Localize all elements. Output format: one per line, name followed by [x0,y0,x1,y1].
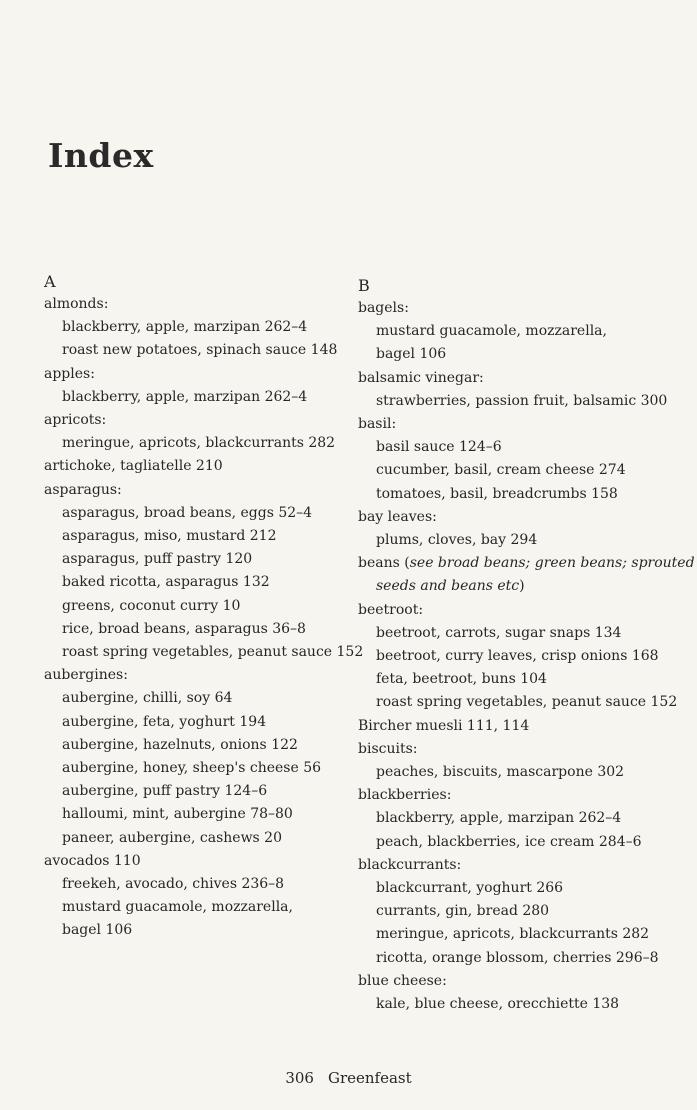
index-subentry: kale, blue cheese, orecchiette 138 [376,996,620,1013]
index-subentry: mustard guacamole, mozzarella, [62,899,293,916]
index-heading: Bircher muesli 111, 114 [358,717,530,734]
index-subentry: meringue, apricots, blackcurrants 282 [376,926,650,943]
index-heading: basil: [358,416,397,433]
index-subentry: roast new potatoes, spinach sauce 148 [62,342,338,359]
index-heading: beetroot: [358,601,424,618]
index-subentry: peach, blackberries, ice cream 284–6 [376,833,642,850]
index-subentry: beetroot, curry leaves, crisp onions 168 [376,648,659,665]
beans-close-paren: ) [519,578,525,595]
index-subentry: halloumi, mint, aubergine 78–80 [62,806,293,823]
index-subentry: blackberry, apple, marzipan 262–4 [62,388,308,405]
index-subentry: asparagus, broad beans, eggs 52–4 [62,504,313,521]
index-subentry: roast spring vegetables, peanut sauce 152 [62,644,364,661]
index-subentry: roast spring vegetables, peanut sauce 152 [376,694,678,711]
running-footer-title: Greenfeast [327,1069,412,1087]
index-subentry: ricotta, orange blossom, cherries 296–8 [376,949,659,966]
index-subentry: basil sauce 124–6 [376,439,502,456]
index-heading: aubergines: [44,667,128,684]
index-subentry: paneer, aubergine, cashews 20 [62,829,283,846]
index-heading: blackcurrants: [358,856,462,873]
index-subentry: bagel 106 [376,346,447,363]
index-subentry: aubergine, hazelnuts, onions 122 [62,736,298,753]
index-heading: almonds: [44,296,109,312]
index-column-a [44,270,364,943]
index-subentry: strawberries, passion fruit, balsamic 300 [376,392,668,409]
index-subentry: baked ricotta, asparagus 132 [62,574,270,591]
index-subentry: rice, broad beans, asparagus 36–8 [62,620,306,637]
index-subentry: mustard guacamole, mozzarella, [376,323,607,340]
index-subentry: aubergine, honey, sheep's cheese 56 [62,760,322,777]
index-subentry: tomatoes, basil, breadcrumbs 158 [376,485,618,502]
index-heading: blue cheese: [358,972,447,989]
index-subentry: greens, coconut curry 10 [62,597,241,614]
index-subentry: asparagus, puff pastry 120 [62,551,253,568]
beans-cross-reference-continued: seeds and beans etc [376,578,520,595]
index-heading: bay leaves: [358,508,437,525]
page-footer [0,1068,697,1088]
index-subentry: aubergine, puff pastry 124–6 [62,783,268,800]
index-subentry: peaches, biscuits, mascarpone 302 [376,764,625,781]
index-heading: balsamic vinegar: [358,369,484,386]
index-subentry: blackberry, apple, marzipan 262–4 [62,319,308,336]
index-subentry: beetroot, carrots, sugar snaps 134 [376,624,622,641]
index-subentry: plums, cloves, bay 294 [376,532,538,549]
index-subentry: freekeh, avocado, chives 236–8 [62,876,285,893]
page-number: 306 [285,1069,314,1087]
index-heading-beans-continued [358,575,668,598]
index-subentry: aubergine, feta, yoghurt 194 [62,713,267,730]
index-heading: asparagus: [44,481,122,498]
index-subentry: meringue, apricots, blackcurrants 282 [62,435,336,452]
index-heading: blackberries: [358,787,452,804]
index-heading: avocados 110 [44,852,141,869]
index-subentry: feta, beetroot, buns 104 [376,671,547,688]
section-letter-a: A [44,272,56,291]
index-subentry: cucumber, basil, cream cheese 274 [376,462,626,479]
index-heading: bagels: [358,300,409,316]
index-heading: biscuits: [358,740,418,757]
index-subentry: blackcurrant, yoghurt 266 [376,880,564,897]
index-heading: artichoke, tagliatelle 210 [44,458,223,475]
index-subentry: aubergine, chilli, soy 64 [62,690,233,707]
index-subentry: asparagus, miso, mustard 212 [62,528,277,545]
index-subentry: bagel 106 [62,922,133,939]
index-heading-beans [358,552,695,575]
index-heading: apricots: [44,412,107,429]
beans-cross-reference: see broad beans; green beans; sprouted [409,555,695,572]
index-subentry: currants, gin, bread 280 [376,903,550,920]
page-title: Index [48,136,154,175]
beans-label: beans ( [358,555,410,572]
index-subentry: blackberry, apple, marzipan 262–4 [376,810,622,827]
index-heading: apples: [44,365,95,382]
section-letter-b: B [358,276,370,295]
index-column-b [358,274,695,1016]
